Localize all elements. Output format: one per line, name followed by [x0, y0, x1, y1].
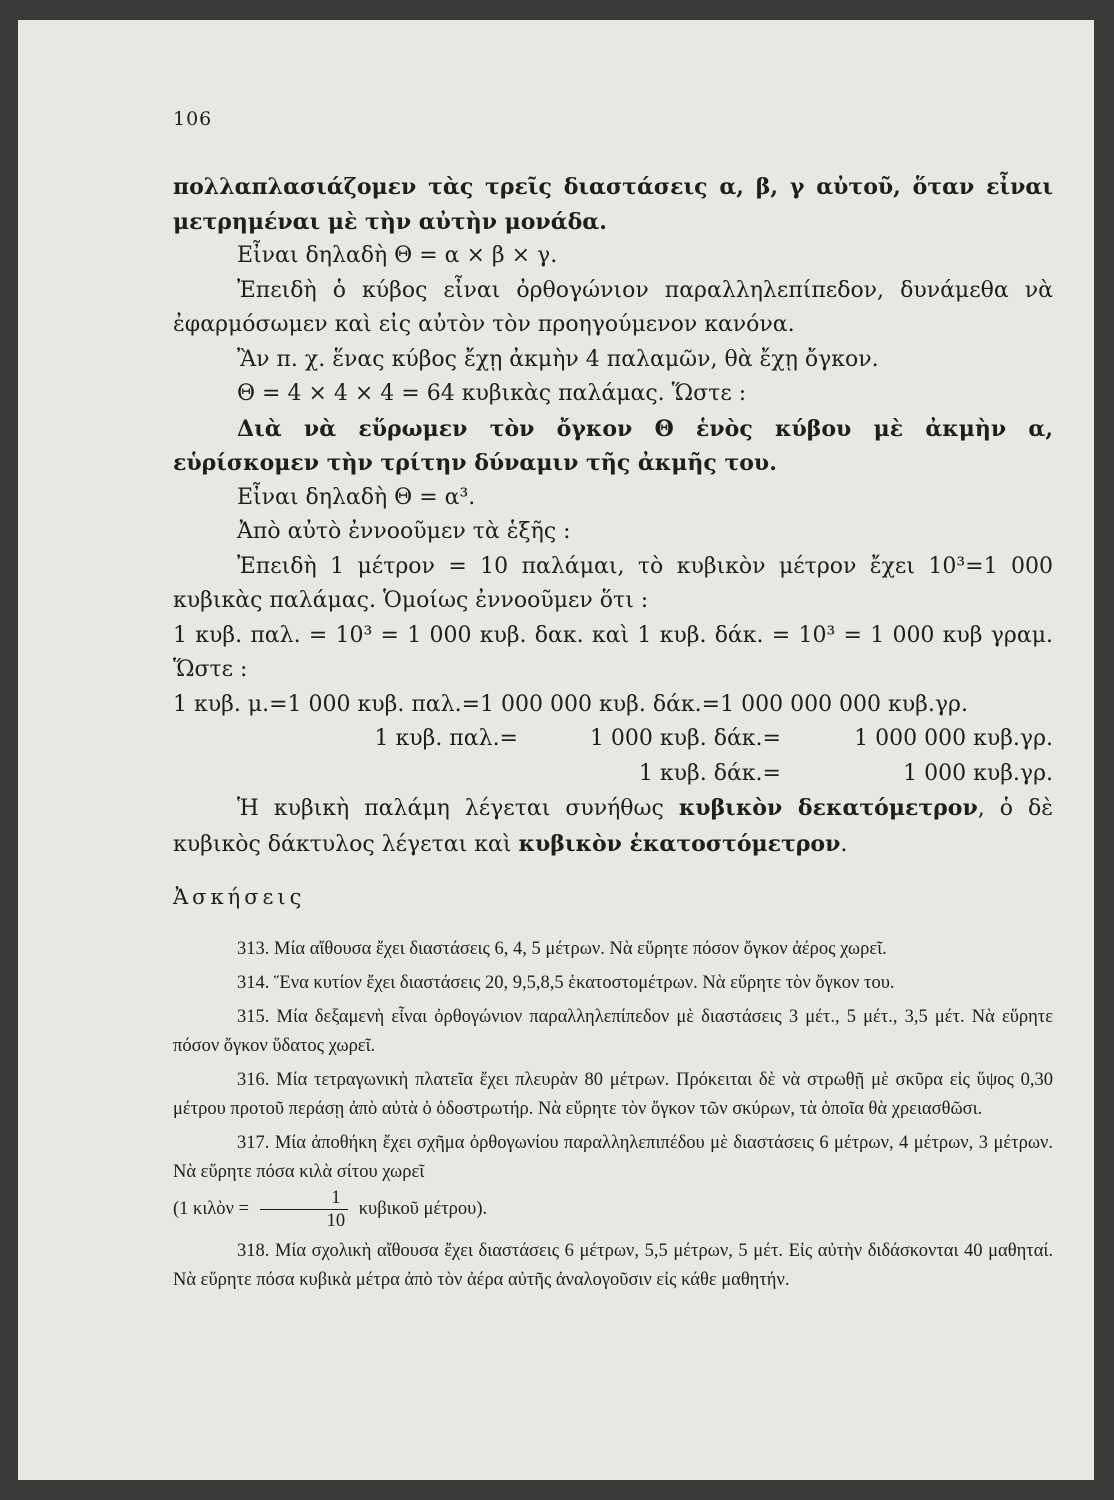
exercise-316: [173, 1066, 1053, 1124]
exercise-number: 318.: [237, 1240, 270, 1261]
book-page: [18, 20, 1094, 1480]
exercise-number: 314.: [237, 972, 270, 993]
fraction-one-tenth: [260, 1187, 349, 1232]
names-pre: Ἡ κυβικὴ παλάμη λέγεται συνήθως: [237, 796, 664, 821]
exercise-text: Μία ἀποθήκη ἔχει σχῆμα ὀρθογωνίου παραλληλεπιπέδου μὲ διαστάσεις 6 μέτρων, 4 μέτρων, 3 μέτρων. Νὰ εὕρητε πόσα κιλὰ σίτου χωρεῖ: [173, 1132, 1053, 1182]
cube-formula: Εἶναι δηλαδὴ Θ = α³.: [237, 484, 476, 510]
meter-paragraph: Ἐπειδὴ 1 μέτρον = 10 παλάμαι, τὸ κυβικὸν μέτρον ἔχει 10³=1 000 κυβικὰς παλάμας. Ὁμοίως ἐννοοῦμεν ὅτι :: [173, 553, 1053, 613]
table-cell: 1 κυβ. παλ.=: [374, 726, 518, 751]
cube-paragraph: Ἐπειδὴ ὁ κύβος εἶναι ὀρθογώνιον παραλληλεπίπεδον, δυνάμεθα νὰ ἐφαρμόσωμεν καὶ εἰς αὐτὸν τὸν προηγούμενον κανόνα.: [173, 277, 1053, 337]
exercise-text: Μία δεξαμενὴ εἶναι ὀρθογώνιον παραλληλεπίπεδον μὲ διαστάσεις 3 μέτ., 5 μέτ., 3,5 μέτ. Νὰ εὕρητε πόσον ὄγκον ὕδατος χωρεῖ.: [173, 1006, 1053, 1056]
exercise-318: [173, 1237, 1053, 1295]
fraction-numerator: 1: [260, 1187, 349, 1210]
consequence-line: Ἀπὸ αὐτὸ ἐννοοῦμεν τὰ ἑξῆς :: [237, 519, 571, 544]
exercise-text: Ἕνα κυτίον ἔχει διαστάσεις 20, 9,5,8,5 ἑκατοστομέτρων. Νὰ εὕρητε τὸν ὄγκον του.: [274, 972, 895, 993]
table-row: [173, 688, 1053, 723]
exercise-314: [173, 969, 1053, 998]
exercise-number: 316.: [237, 1069, 270, 1090]
exercises-heading: Ἀσκήσεις: [173, 885, 306, 909]
exercise-number: 315.: [237, 1006, 270, 1027]
table-cell: 1 000 000 κυβ.γρ.: [854, 726, 1053, 751]
exercise-text: Μία τετραγωνικὴ πλατεῖα ἔχει πλευρὰν 80 μέτρων. Πρόκειται δὲ νὰ στρωθῇ μὲ σκῦρα εἰς ὕψος 0,30 μέτρου προτοῦ περάσῃ ἀπὸ αὐτὰ ὁ ὁδοστρωτήρ. Νὰ εὕρητε τὸν ὄγκον τῶν σκύρων, τὰ ὁποῖα θὰ χρειασθῶσι.: [173, 1069, 1054, 1119]
names-mid: , ὁ δὲ κυβικὸς δάκτυλος λέγεται καὶ: [173, 796, 1054, 857]
exercise-315: [173, 1003, 1053, 1061]
names-end: .: [840, 831, 848, 857]
table-cell: 1 000 κυβ. δάκ.=: [589, 726, 781, 751]
exercise-number: 317.: [237, 1132, 270, 1153]
equivalence-paragraph: 1 κυβ. παλ. = 10³ = 1 000 κυβ. δακ. καὶ 1 κυβ. δάκ. = 10³ = 1 000 κυβ γραμ. Ὥστε :: [173, 622, 1053, 682]
kilo-definition-post: κυβικοῦ μέτρου).: [358, 1198, 488, 1219]
table-cell: 1 κυβ. μ.=1 000 κυβ. παλ.=1 000 000 κυβ. δάκ.=1 000 000 000 κυβ.γρ.: [173, 691, 968, 717]
example-calculation: Θ = 4 × 4 × 4 = 64 κυβικὰς παλάμας. Ὥστε :: [237, 381, 747, 406]
exercise-text: Μία αἴθουσα ἔχει διαστάσεις 6, 4, 5 μέτρων. Νὰ εὕρητε πόσον ὄγκον ἀέρος χωρεῖ.: [274, 938, 887, 959]
unit-names-paragraph: [173, 791, 1053, 862]
page-body: [173, 170, 1053, 1300]
cube-rule: Διὰ νὰ εὕρωμεν τὸν ὄγκον Θ ἑνὸς κύβου μὲ ἀκμὴν α, εὑρίσκομεν τὴν τρίτην δύναμιν τῆς ἀκμῆς του.: [173, 415, 1053, 476]
exercise-text: Μία σχολικὴ αἴθουσα ἔχει διαστάσεις 6 μέτρων, 5,5 μέτρων, 5 μέτ. Εἰς αὐτὴν διδάσκονται 40 μαθηταί. Νὰ εὕρητε πόσα κυβικὰ μέτρα ἀπὸ τὸν ἀέρα αὐτῆς ἀναλογοῦσιν εἰς κάθε μαθητήν.: [173, 1240, 1053, 1290]
bold-continuation: πολλαπλασιάζομεν τὰς τρεῖς διαστάσεις α, β, γ αὐτοῦ, ὅταν εἶναι μετρημέναι μὲ τὴν αὐτὴν μονάδα.: [173, 174, 1053, 235]
exercise-313: [173, 935, 1053, 964]
exercise-317: [173, 1129, 1053, 1232]
example-line: Ἂν π. χ. ἕνας κύβος ἔχῃ ἀκμὴν 4 παλαμῶν, θὰ ἔχῃ ὄγκον.: [237, 346, 879, 372]
table-row: [173, 757, 1053, 792]
kilo-definition-pre: (1 κιλὸν =: [173, 1198, 249, 1219]
table-cell: 1 κυβ. δάκ.=: [638, 760, 781, 786]
table-cell: 1 000 κυβ.γρ.: [903, 760, 1053, 786]
table-row: [173, 722, 1053, 757]
exercise-number: 313.: [237, 938, 270, 959]
volume-formula: Εἶναι δηλαδὴ Θ = α × β × γ.: [237, 243, 558, 268]
term-cubic-centimeter: κυβικὸν ἑκατοστόμετρον: [518, 830, 841, 857]
page-number: 106: [173, 108, 213, 130]
unit-conversion-table: [173, 688, 1053, 792]
term-cubic-decimeter: κυβικὸν δεκατόμετρον: [678, 795, 978, 821]
fraction-denominator: 10: [326, 1210, 346, 1231]
